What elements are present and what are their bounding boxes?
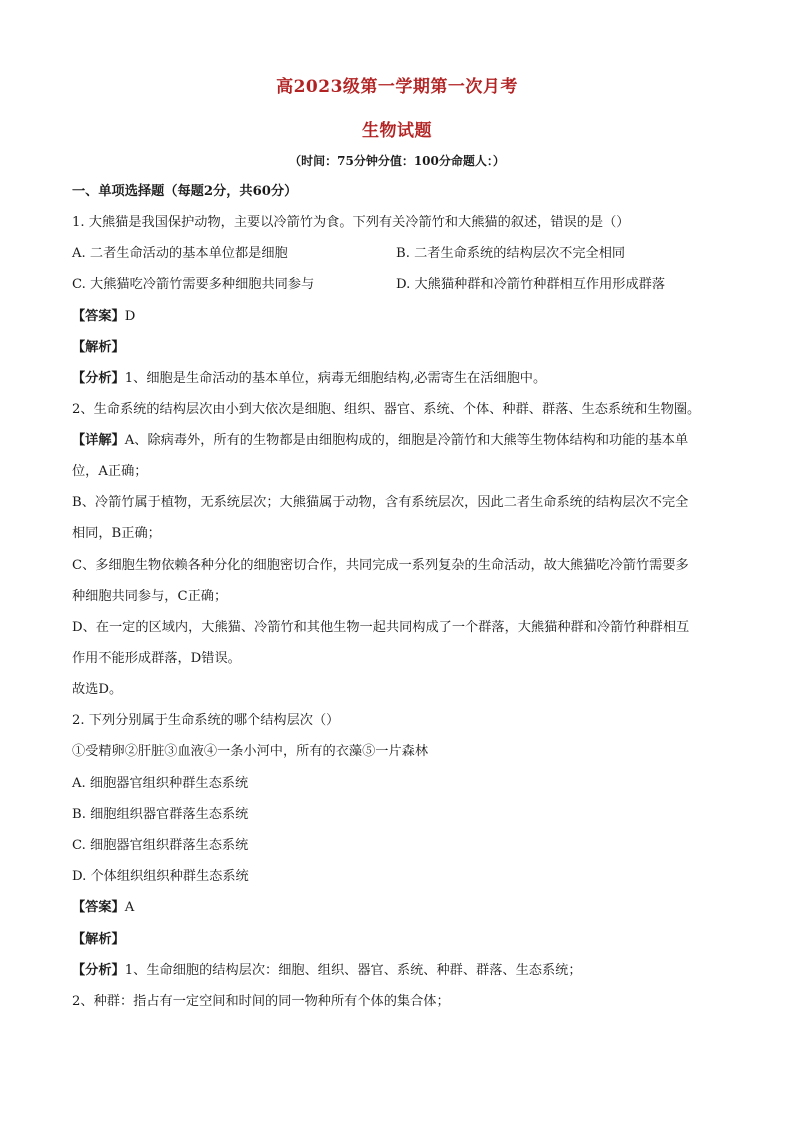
q1-b1: B、冷箭竹属于植物，无系统层次；大熊猫属于动物，含有系统层次，因此二者生命系统的结构层次不完全 xyxy=(72,495,689,510)
exam-meta: （时间：75分钟分值：100分命题人：） xyxy=(289,154,505,168)
q1-fenxi-2: 2、生命系统的结构层次由小到大依次是细胞、组织、器官、系统、个体、种群、群落、生态系统和生物圈。 xyxy=(72,402,701,417)
fenxi-text: 1、细胞是生命活动的基本单位，病毒无细胞结构,必需寄生在活细胞中。 xyxy=(124,371,547,386)
q1-option-a: A. 二者生命活动的基本单位都是细胞 xyxy=(72,246,288,261)
q2-option-b: B. 细胞组织器官群落生态系统 xyxy=(72,807,249,822)
xiangjie-text: A、除病毒外，所有的生物都是由细胞构成的，细胞是冷箭竹和大熊等生物体结构和功能的基本单 xyxy=(124,433,689,448)
q2-option-c: C. 细胞器官组织群落生态系统 xyxy=(72,838,249,853)
q1-fenxi-1 xyxy=(72,370,732,388)
q2-option-a: A. 细胞器官组织种群生态系统 xyxy=(72,776,249,791)
analysis-tag: 【解析】 xyxy=(72,340,125,355)
q1-option-c: C. 大熊猫吃冷箭竹需要多种细胞共同参与 xyxy=(72,277,315,292)
q2-option-d: D. 个体组织组织种群生态系统 xyxy=(72,869,249,884)
exam-title: 高2023级第一学期第一次月考 xyxy=(276,77,518,97)
q1-xiangjie-a1 xyxy=(72,432,732,450)
q2-stem: 2. 下列分别属于生命系统的哪个结构层次（） xyxy=(72,713,340,728)
answer-tag: 【答案】 xyxy=(72,900,125,915)
q1-c1: C、多细胞生物依赖各种分化的细胞密切合作，共同完成一系列复杂的生命活动，故大熊猫吃冷箭竹需要多 xyxy=(72,558,689,573)
q1-option-d: D. 大熊猫种群和冷箭竹种群相互作用形成群落 xyxy=(396,277,666,292)
fenxi-text: 1、生命细胞的结构层次：细胞、组织、器官、系统、种群、群落、生态系统； xyxy=(124,963,582,978)
q2-analysis-tag xyxy=(72,931,732,949)
q2-items: ①受精卵②肝脏③血液④一条小河中，所有的衣藻⑤一片森林 xyxy=(72,744,429,759)
fenxi-tag: 【分析】 xyxy=(72,371,125,386)
q1-b2: 相同，B正确； xyxy=(72,526,161,541)
q2-fenxi-1 xyxy=(72,962,732,980)
q1-xiangjie-a2: 位，A正确； xyxy=(72,464,148,479)
q1-options-row-1 xyxy=(72,245,732,263)
answer-tag: 【答案】 xyxy=(72,309,125,324)
exam-subtitle: 生物试题 xyxy=(362,121,432,141)
answer-value: A xyxy=(124,900,135,915)
q1-analysis-tag xyxy=(72,339,732,357)
q2-fenxi-2: 2、种群：指占有一定空间和时间的同一物种所有个体的集合体； xyxy=(72,994,450,1009)
q1-options-row-2 xyxy=(72,276,732,294)
xiangjie-tag: 【详解】 xyxy=(72,433,125,448)
q1-stem: 1. 大熊猫是我国保护动物，主要以冷箭竹为食。下列有关冷箭竹和大熊猫的叙述，错误的是（） xyxy=(72,215,630,230)
q2-answer xyxy=(72,899,732,917)
q1-d2: 作用不能形成群落，D错误。 xyxy=(72,651,241,666)
q1-d1: D、在一定的区域内，大熊猫、冷箭竹和其他生物一起共同构成了一个群落，大熊猫种群和冷箭竹种群相互 xyxy=(72,620,690,635)
fenxi-tag: 【分析】 xyxy=(72,963,125,978)
analysis-tag: 【解析】 xyxy=(72,932,125,947)
section-heading: 一、单项选择题（每题2分，共60分） xyxy=(72,184,298,199)
q1-c2: 种细胞共同参与，C正确； xyxy=(72,589,228,604)
q1-conclusion: 故选D。 xyxy=(72,682,123,697)
answer-value: D xyxy=(124,309,136,324)
q1-option-b: B. 二者生命系统的结构层次不完全相同 xyxy=(396,246,626,261)
q1-answer xyxy=(72,308,732,326)
